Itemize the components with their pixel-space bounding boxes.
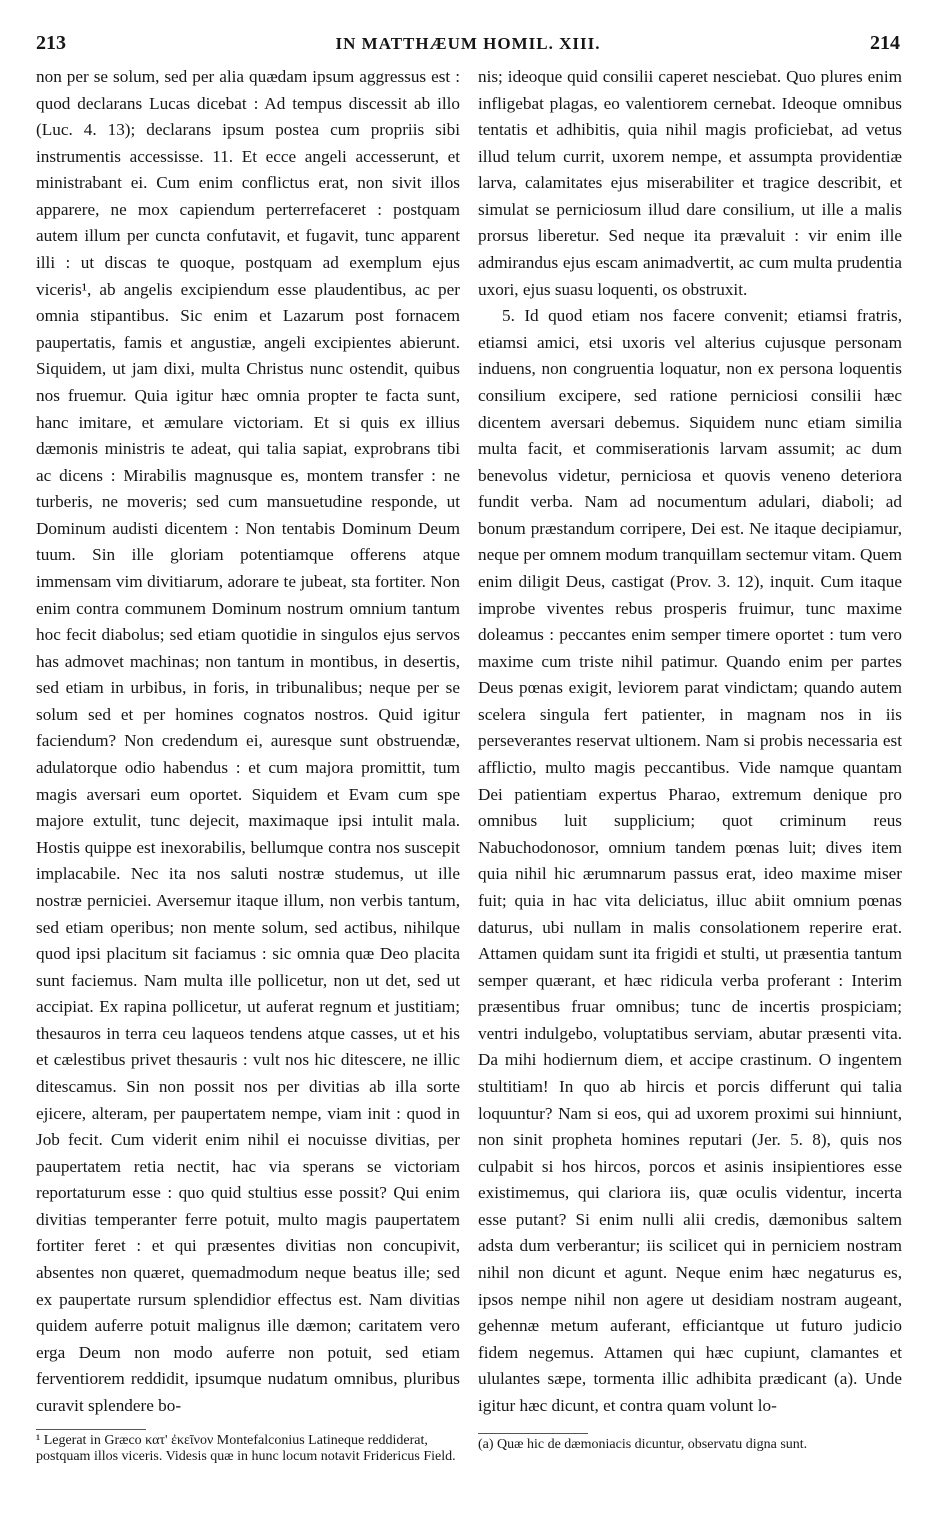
right-page-number: 214 — [870, 32, 900, 54]
running-title: IN MATTHÆUM HOMIL. XIII. — [335, 34, 601, 53]
right-column-paragraph: nis; ideoque quid consilii caperet nesciebat. Quo plures enim infligebat plagas, eo valentiorem cernebat. Ideoque omnibus tentatis et adhibitis, quia nihil magis proficiebat, ad vetus illud telum currit, uxorem nempe, et assumpta providentiæ larva, calamitates ejus miserabiliter et tragice describit, et simulat se perniciosum illud dare consilium, ut ille a malis prorsus liberetur. Sed neque ita prævaluit : vir enim ille admirandus ejus escam animadvertit, ac cum multa prudentia uxori, ejus suasu loquenti, os obstruxit. — [478, 67, 902, 299]
running-header — [36, 26, 900, 58]
footnote-divider — [36, 1429, 146, 1430]
footnote-right: (a) Quæ hic de dæmoniacis dicuntur, observatu digna sunt. — [478, 1437, 808, 1452]
footnote-divider — [478, 1433, 588, 1434]
right-column-paragraph-5: 5. Id quod etiam nos facere convenit; etiamsi fratris, etiamsi amici, etsi uxoris vel alterius cujusque personam induens, non congruentia loquatur, non ex persona loquentis consilium excipere, sed ratione perniciosi consilii hæc dicentem aversari debemus. Siquidem nunc etiam similia multa facit, et commiserationis larvam assumit; ac dum benevolus videtur, perniciosa et quovis veneno deteriora fundit verba. Nam ad nocumentum adulari, diaboli; ad bonum præstandum corripere, Dei est. Ne itaque decipiamur, neque per omnem modum tranquillam sectemur vitam. Quem enim diligit Deus, castigat (Prov. 3. 12), inquit. Cum itaque improbe viventes rebus prosperis fruimur, tunc maxime doleamus : peccantes enim semper timere oportet : tum vero maxime cum triste nihil patimur. Quando enim per partes Deus pœnas exigit, leviorem parat vindictam; quando autem scelera singula fert patienter, in magnam nos in iis perseverantes reservat ultionem. Nam si probis necessaria est afflictio, multo magis peccantibus. Vide namque quantam Dei patientiam expertus Pharao, extremum denique pro omnibus luit supplicium; quot criminum reus Nabuchodonosor, omnium tandem pœnas luit; dives item quia nihil hic ærumnarum passus erat, ideo maxime miser fuit; quia in hac vita deliciatus, illuc abiit omnium pœnas daturus, ubi nullam in malis consolationem reperire erat. Attamen quidam sunt ita frigidi et stulti, ut præsentia tantum semper quærant, et hæc ridicula verba proferant : Interim præsentibus fruar omnibus; tunc de incertis prospiciam; ventri indulgebo, voluptatibus serviam, abutar præsenti vita. Da mihi hodiernum diem, et accipe crastinum. O ingentem stultitiam! In quo ab hircis et porcis differunt qui talia loquuntur? Nam si eos, qui ad uxorem proximi sui hinniunt, non sinit propheta homines reputari (Jer. 5. 8), quis nos culpabit si hos hircos, porcos et asinis insipientiores esse existimemus, qui clariora iis, quæ oculis videntur, incerta esse putant? Si enim nulli alii credis, dæmonibus saltem adsta dum verberantur; iis scilicet qui in perniciem nostram nihil non dicunt et agunt. Neque enim hæc negaturus es, ipsos nempe nihil non agere ut desidiam nostram augeant, gehennæ metum auferant, efficiantque ut futuro judicio fidem negemus. Attamen qui hæc cupiunt, clamantes et ululantes sæpe, tormenta illic adhibita prædicant (a). Unde igitur hæc dicunt, et contra quam volunt lo- — [478, 306, 902, 1415]
right-column — [478, 64, 902, 1419]
left-page-number: 213 — [36, 32, 66, 54]
left-column — [36, 64, 460, 1419]
footnote-left: ¹ Legerat in Græco κατ' ἐκεῖνον Montefalconius Latineque reddiderat, postquam illos viceris. Videsis quæ in hunc locum notavit Fridericus Field. — [36, 1433, 456, 1464]
left-column-paragraph: non per se solum, sed per alia quædam ipsum aggressus est : quod declarans Lucas dicebat : Ad tempus discessit ab illo (Luc. 4. 13); declarans ipsum postea cum propriis sibi instrumentis accessisse. 11. Et ecce angeli accesserunt, et ministrabant ei. Cum enim conflictus erat, non sivit illos apparere, ne mox capiendum perterrefaceret : postquam autem illum per cuncta confutavit, et fugavit, tunc apparent illi : ut discas te quoque, postquam ad exemplum ejus viceris¹, ab angelis excipiendum esse plaudentibus, ac per omnia stipantibus. Sic enim et Lazarum post fornacem paupertatis, famis et angustiæ, angeli excipientes abierunt. Siquidem, ut jam dixi, multa Christus nunc ostendit, quibus nos fruemur. Quia igitur hæc omnia propter te facta sunt, hanc imitare, et æmulare victoriam. Et si quis ex illius dæmonis ministris te adeat, qui talia sapiat, exprobrans tibi ac dicens : Mirabilis magnusque es, montem transfer : ne turberis, ne moveris; sed cum mansuetudine responde, ut Dominum audisti dicentem : Non tentabis Dominum Deum tuum. Sin ille gloriam potentiamque offerens atque immensam vim divitiarum, adorare te jubeat, sta fortiter. Non enim contra communem Dominum nostrum omnium tantum hoc fecit diabolus; sed etiam quotidie in singulos ejus servos has admovet machinas; non tantum in montibus, in desertis, sed etiam in urbibus, in foris, in tribunalibus; neque per se solum sed et per homines cognatos nostros. Quid igitur faciendum? Non credendum ei, auresque sunt obstruendæ, adulatorque odio habendus : et cum majora promittit, tum magis aversari eum oportet. Siquidem et Evam cum spe majore extulit, tunc dejecit, maximaque ipsi intulit mala. Hostis quippe est inexorabilis, bellumque contra nos suscepit implacabile. Nec ita nos saluti nostræ studemus, ut ille nostræ perniciei. Aversemur itaque illum, non verbis tantum, sed etiam operibus; non mente solum, sed actibus, nihilque quod ipsi placitum sit faciamus : sic omnia quæ Deo placita sunt faciemus. Nam multa ille pollicetur, non ut det, sed ut accipiat. Ex rapina pollicetur, ut auferat regnum et justitiam; thesauros in terra ceu laqueos tendens atque casses, ut et his et cælestibus privet thesauris : vult nos hic ditescere, ne illic ditescamus. Sin non possit nos per divitias ab illa sorte ejicere, alteram, per paupertatem nempe, viam init : quod in Job fecit. Cum viderit enim nihil ei nocuisse divitias, per paupertatem retia nectit, hac via sperans se victoriam reportaturum esse : quo quid stultius esse possit? Qui enim divitias temperanter ferre potuit, multo magis paupertatem fortiter feret : et qui præsentes divitias non concupivit, absentes non quæret, quemadmodum neque beatus ille; sed ex paupertate rursum splendidior effectus est. Nam divitias quidem auferre potuit malignus ille dæmon; caritatem vero erga Deum non modo auferre non potuit, sed etiam ferventiorem reddidit, ipsumque nudatum omnibus, pluribus curavit splendere bo- — [36, 67, 460, 1415]
